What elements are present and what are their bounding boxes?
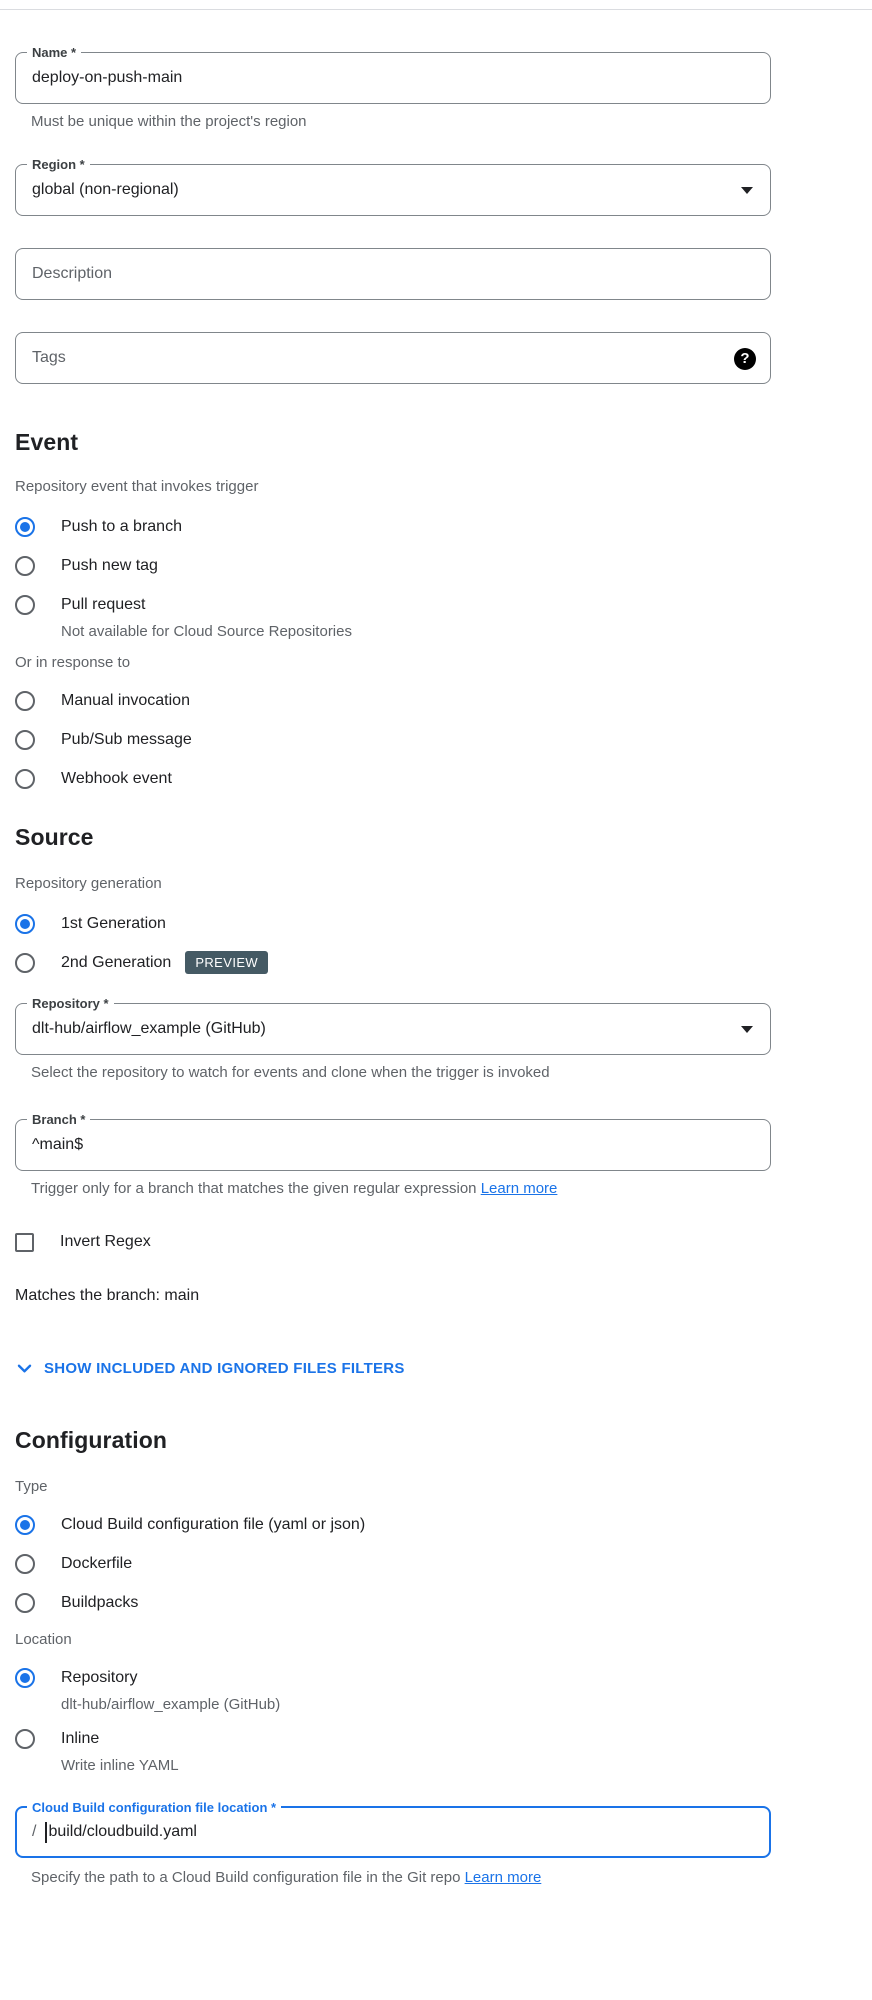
radio-label: Push to a branch	[61, 518, 182, 535]
radio-label: Manual invocation	[61, 692, 190, 709]
radio-location-repository[interactable]	[15, 1666, 872, 1690]
radio-pubsub-message[interactable]	[15, 728, 872, 752]
name-input[interactable]	[16, 53, 770, 103]
source-section-title: Source	[15, 824, 94, 850]
radio-selected-icon	[15, 914, 35, 934]
description-field[interactable]	[15, 248, 771, 300]
config-file-helper-text	[15, 1869, 872, 1886]
name-field-label: Name *	[27, 44, 81, 61]
dropdown-arrow-icon	[741, 1026, 753, 1033]
radio-1st-generation[interactable]	[15, 912, 872, 936]
tags-field[interactable]	[15, 332, 771, 384]
radio-push-to-a-branch[interactable]	[15, 515, 872, 539]
radio-label: 2nd Generation	[61, 954, 172, 971]
name-field[interactable]	[15, 45, 771, 104]
radio-label: Pub/Sub message	[61, 731, 192, 748]
branch-learn-more-link[interactable]: Learn more	[480, 1180, 558, 1197]
location-repository-caption: dlt-hub/airflow_example (GitHub)	[61, 1696, 281, 1713]
radio-location-inline[interactable]	[15, 1727, 872, 1751]
radio-icon	[15, 556, 35, 576]
trigger-form	[0, 45, 872, 1886]
name-helper-text: Must be unique within the project's region	[31, 113, 307, 130]
config-file-location-label: Cloud Build configuration file location *	[27, 1799, 281, 1816]
event-subtitle: Repository event that invokes trigger	[15, 478, 259, 495]
radio-selected-icon	[15, 1668, 35, 1688]
preview-badge: PREVIEW	[185, 951, 268, 974]
repository-select[interactable]	[15, 996, 771, 1055]
config-file-helper-label: Specify the path to a Cloud Build configuration file in the Git repo	[31, 1869, 465, 1886]
radio-webhook-event[interactable]	[15, 767, 872, 791]
radio-icon	[15, 1554, 35, 1574]
chevron-down-icon	[15, 1359, 34, 1378]
radio-selected-icon	[15, 517, 35, 537]
branch-field[interactable]	[15, 1112, 771, 1171]
radio-icon	[15, 769, 35, 789]
branch-helper-text	[15, 1180, 872, 1197]
help-icon[interactable]: ?	[734, 348, 756, 370]
event-section-title: Event	[15, 429, 79, 455]
radio-label: Dockerfile	[61, 1555, 133, 1572]
repository-select-label: Repository *	[27, 995, 114, 1012]
type-label: Type	[15, 1478, 48, 1495]
pull-request-caption: Not available for Cloud Source Repositories	[61, 623, 352, 640]
tags-input[interactable]	[16, 333, 770, 383]
repository-helper-text: Select the repository to watch for events and clone when the trigger is invoked	[31, 1064, 550, 1081]
top-divider	[0, 0, 872, 10]
show-filters-link[interactable]	[15, 1359, 872, 1378]
region-selected-value: global (non-regional)	[32, 181, 179, 198]
radio-2nd-generation[interactable]	[15, 951, 872, 975]
location-label: Location	[15, 1631, 72, 1648]
invert-regex-checkbox[interactable]	[15, 1231, 872, 1253]
dropdown-arrow-icon	[741, 187, 753, 194]
path-prefix: /	[32, 1823, 37, 1840]
region-select-label: Region *	[27, 156, 90, 173]
radio-cloud-build-config-file[interactable]	[15, 1513, 872, 1537]
description-input[interactable]	[16, 249, 770, 299]
radio-label: Cloud Build configuration file (yaml or json)	[61, 1516, 366, 1533]
region-select[interactable]	[15, 157, 771, 216]
radio-icon	[15, 691, 35, 711]
config-file-location-field[interactable]	[15, 1800, 771, 1858]
branch-field-label: Branch *	[27, 1111, 90, 1128]
radio-icon	[15, 730, 35, 750]
show-filters-label: SHOW INCLUDED AND IGNORED FILES FILTERS	[44, 1360, 405, 1377]
radio-label: Inline	[61, 1730, 100, 1747]
radio-icon	[15, 595, 35, 615]
radio-label: Pull request	[61, 596, 146, 613]
radio-pull-request[interactable]	[15, 593, 872, 617]
radio-label: Repository	[61, 1669, 138, 1686]
branch-input[interactable]	[16, 1120, 770, 1170]
branch-helper-label: Trigger only for a branch that matches the given regular expression	[31, 1180, 481, 1197]
config-learn-more-link[interactable]: Learn more	[464, 1869, 542, 1886]
radio-push-new-tag[interactable]	[15, 554, 872, 578]
text-cursor	[45, 1822, 47, 1843]
branch-match-status: Matches the branch: main	[15, 1287, 200, 1304]
or-in-response-label: Or in response to	[15, 654, 131, 671]
radio-buildpacks[interactable]	[15, 1591, 872, 1615]
radio-icon	[15, 1593, 35, 1613]
checkbox-icon	[15, 1233, 34, 1252]
radio-label: Webhook event	[61, 770, 172, 787]
radio-selected-icon	[15, 1515, 35, 1535]
location-inline-caption: Write inline YAML	[61, 1757, 179, 1774]
radio-manual-invocation[interactable]	[15, 689, 872, 713]
radio-icon	[15, 953, 35, 973]
radio-dockerfile[interactable]	[15, 1552, 872, 1576]
repository-selected-value: dlt-hub/airflow_example (GitHub)	[32, 1020, 266, 1037]
radio-icon	[15, 1729, 35, 1749]
configuration-section-title: Configuration	[15, 1427, 168, 1453]
invert-regex-label: Invert Regex	[60, 1233, 151, 1250]
repository-generation-label: Repository generation	[15, 875, 162, 892]
config-file-location-value: build/cloudbuild.yaml	[48, 1823, 197, 1840]
radio-label: 1st Generation	[61, 915, 166, 932]
radio-label: Push new tag	[61, 557, 158, 574]
radio-label: Buildpacks	[61, 1594, 139, 1611]
